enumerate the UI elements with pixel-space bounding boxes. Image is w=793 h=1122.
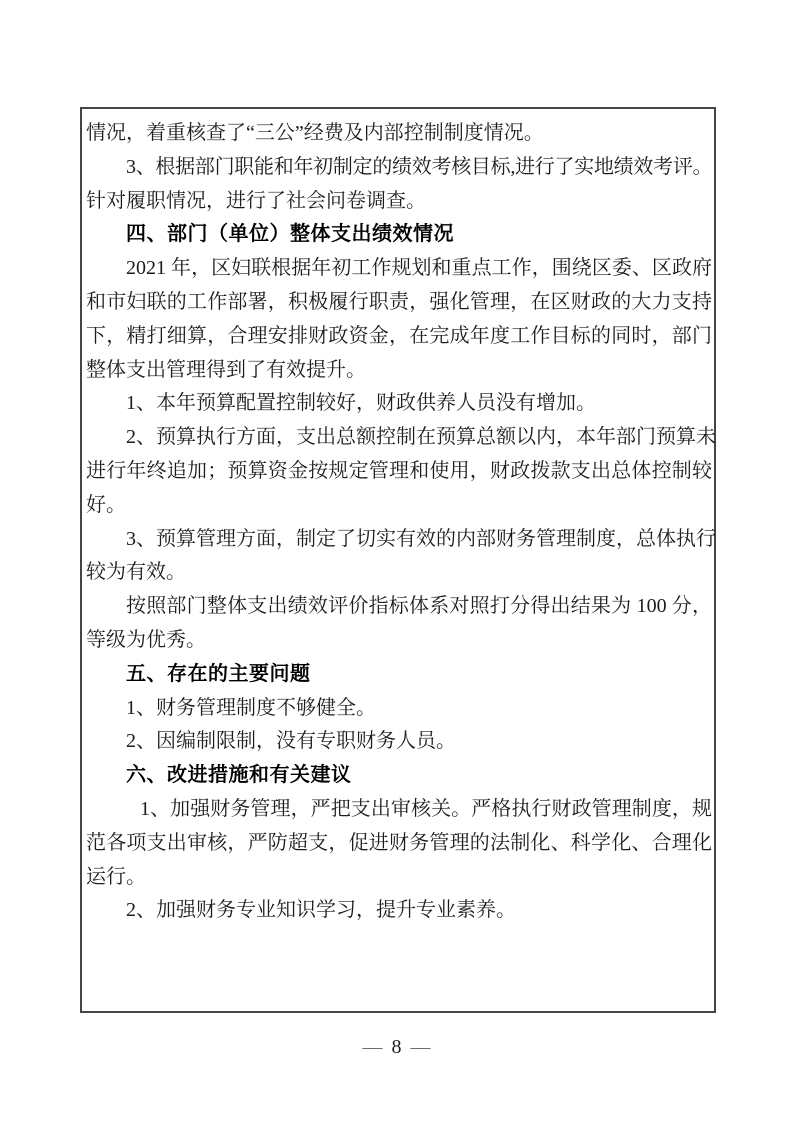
page-footer: [0, 1036, 793, 1059]
text-line: 3、根据部门职能和年初制定的绩效考核目标,进行了实地绩效考评。: [126, 155, 712, 178]
text-line: 情况，着重核查了“三公”经费及内部控制制度情况。: [86, 122, 544, 144]
text-line: 下，精打细算，合理安排财政资金，在完成年度工作目标的同时，部门: [86, 324, 712, 347]
text-line: 范各项支出审核，严防超支，促进财务管理的法制化、科学化、合理化: [86, 831, 712, 854]
text-line: 针对履职情况，进行了社会问卷调查。: [86, 189, 426, 212]
text-line: 3、预算管理方面，制定了切实有效的内部财务管理制度，总体执行: [126, 527, 716, 550]
text-line: 2、加强财务专业知识学习，提升专业素养。: [126, 899, 516, 922]
section-heading: 四、部门（单位）整体支出绩效情况: [126, 223, 454, 246]
page-number: 8: [391, 1036, 402, 1058]
text-line: 等级为优秀。: [86, 628, 206, 651]
text-line: 好。: [86, 493, 126, 516]
text-line: 整体支出管理得到了有效提升。: [86, 358, 366, 381]
text-line: 进行年终追加；预算资金按规定管理和使用，财政拨款支出总体控制较: [86, 459, 712, 482]
section-heading: 五、存在的主要问题: [126, 662, 311, 685]
footer-dash-left: —: [362, 1036, 383, 1058]
text-line: 和市妇联的工作部署，积极履行职责，强化管理，在区财政的大力支持: [86, 290, 712, 313]
footer-dash-right: —: [410, 1036, 431, 1058]
text-line: 运行。: [86, 865, 146, 888]
text-line: 2、因编制限制，没有专职财务人员。: [126, 730, 456, 753]
section-heading: 六、改进措施和有关建议: [126, 764, 352, 787]
text-line: 1、加强财务管理，严把支出审核关。严格执行财政管理制度，规: [140, 797, 712, 820]
text-line: 2021 年，区妇联根据年初工作规划和重点工作，围绕区委、区政府: [126, 257, 712, 280]
text-line: 1、本年预算配置控制较好，财政供养人员没有增加。: [126, 392, 596, 415]
text-line: 较为有效。: [86, 561, 186, 584]
text-line: 1、财务管理制度不够健全。: [126, 696, 376, 719]
text-line: 2、预算执行方面，支出总额控制在预算总额以内，本年部门预算未: [126, 426, 716, 449]
report-table-cell: [80, 107, 716, 1013]
text-line: 按照部门整体支出绩效评价指标体系对照打分得出结果为 100 分，: [126, 595, 712, 618]
